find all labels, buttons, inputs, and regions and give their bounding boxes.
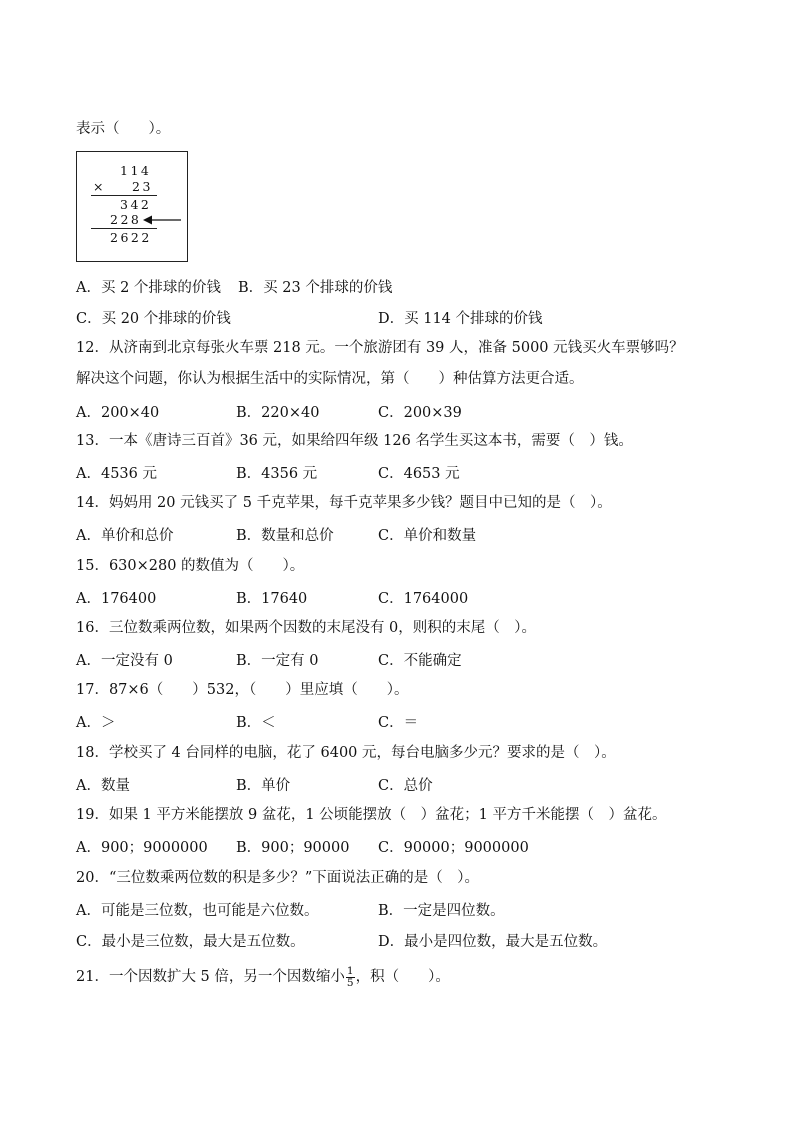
options-row [76, 774, 756, 794]
options-row [76, 587, 756, 607]
options-row [76, 307, 756, 327]
options-row [76, 649, 756, 669]
partial-product-1: 342 [120, 197, 152, 212]
option-a[interactable]: A．176400 [76, 591, 157, 607]
option-c[interactable]: C．90000；9000000 [378, 840, 529, 856]
arrow-left-icon [143, 214, 183, 226]
options-row [76, 401, 756, 421]
question-14-stem: 14．妈妈用 20 元钱买了 5 千克苹果，每千克苹果多少钱？题目中已知的是（ ）。 [76, 495, 612, 511]
option-a[interactable]: A．可能是三位数，也可能是六位数。 [76, 903, 319, 919]
option-a[interactable]: A．＞ [76, 715, 116, 731]
question-18-stem: 18．学校买了 4 台同样的电脑，花了 6400 元，每台电脑多少元？要求的是（ ）。 [76, 745, 616, 761]
options-row [76, 711, 756, 731]
option-b[interactable]: B．一定是四位数。 [378, 903, 505, 919]
question-15-stem: 15．630×280 的数值为（ ）。 [76, 558, 305, 574]
option-a[interactable]: A．900；9000000 [76, 840, 208, 856]
option-c[interactable]: C．200×39 [378, 405, 462, 421]
option-d[interactable]: D．买 114 个排球的价钱 [378, 311, 543, 327]
options-row [76, 462, 756, 482]
option-b[interactable]: B．单价 [236, 778, 291, 794]
question-19-stem: 19．如果 1 平方米能摆放 9 盆花，1 公顷能摆放（ ）盆花；1 平方千米能摆（ ）盆花。 [76, 807, 667, 823]
option-c[interactable]: C．4653 元 [378, 466, 460, 482]
option-a[interactable]: A．200×40 [76, 405, 160, 421]
option-a[interactable]: A．一定没有 0 [76, 653, 173, 669]
options-row [76, 524, 756, 544]
option-b[interactable]: B．4356 元 [236, 466, 318, 482]
multiplier: 23 [132, 179, 153, 194]
question-21-text: 21．一个因数扩大 5 倍，另一个因数缩小 [76, 969, 345, 985]
option-c[interactable]: C．最小是三位数，最大是五位数。 [76, 934, 305, 950]
option-c[interactable]: C．总价 [378, 778, 433, 794]
option-c[interactable]: C．＝ [378, 715, 419, 731]
option-b[interactable]: B．买 23 个排球的价钱 [238, 280, 393, 296]
multiplicand: 114 [120, 163, 152, 178]
fraction-denominator: 5 [346, 976, 354, 989]
fraction [346, 966, 355, 989]
question-13-stem: 13．一本《唐诗三百首》36 元，如果给四年级 126 名学生买这本书，需要（ ）钱。 [76, 433, 633, 449]
option-b[interactable]: B．＜ [236, 715, 276, 731]
options-row [76, 276, 756, 296]
options-row [76, 899, 756, 919]
question-17-stem: 17．87×6（ ）532，（ ）里应填（ ）。 [76, 682, 409, 698]
question-21-text-end: ，积（ ）。 [355, 969, 450, 985]
option-c[interactable]: C．单价和数量 [378, 528, 477, 544]
option-b[interactable]: B．17640 [236, 591, 308, 607]
options-row [76, 930, 756, 950]
question-12-stem-cont: 解决这个问题，你认为根据生活中的实际情况，第（ ）种估算方法更合适。 [76, 371, 584, 387]
multiplication-figure [76, 151, 188, 262]
option-b[interactable]: B．900；90000 [236, 840, 350, 856]
option-a[interactable]: A．买 2 个排球的价钱 [76, 280, 221, 296]
options-row [76, 836, 756, 856]
option-a[interactable]: A．4536 元 [76, 466, 157, 482]
option-a[interactable]: A．数量 [76, 778, 130, 794]
rule-line [91, 195, 157, 196]
question-20-stem: 20．“三位数乘两位数的积是多少？”下面说法正确的是（ ）。 [76, 870, 480, 886]
rule-line [91, 228, 157, 229]
option-d[interactable]: D．最小是四位数，最大是五位数。 [378, 934, 608, 950]
times-sign: × [93, 179, 106, 194]
question-12-stem: 12．从济南到北京每张火车票 218 元。一个旅游团有 39 人，准备 5000 元钱买火车票够吗？ [76, 340, 684, 356]
question-16-stem: 16．三位数乘两位数，如果两个因数的末尾没有 0，则积的末尾（ ）。 [76, 620, 537, 636]
option-c[interactable]: C．1764000 [378, 591, 469, 607]
option-b[interactable]: B．一定有 0 [236, 653, 319, 669]
question-21-stem [76, 964, 450, 990]
product: 2622 [110, 230, 152, 245]
option-c[interactable]: C．买 20 个排球的价钱 [76, 311, 231, 327]
partial-product-2: 228 [110, 212, 142, 227]
option-a[interactable]: A．单价和总价 [76, 528, 174, 544]
question-fragment: 表示（ ）。 [76, 121, 171, 137]
option-b[interactable]: B．数量和总价 [236, 528, 334, 544]
fraction-numerator: 1 [346, 964, 354, 977]
option-c[interactable]: C．不能确定 [378, 653, 462, 669]
option-b[interactable]: B．220×40 [236, 405, 320, 421]
